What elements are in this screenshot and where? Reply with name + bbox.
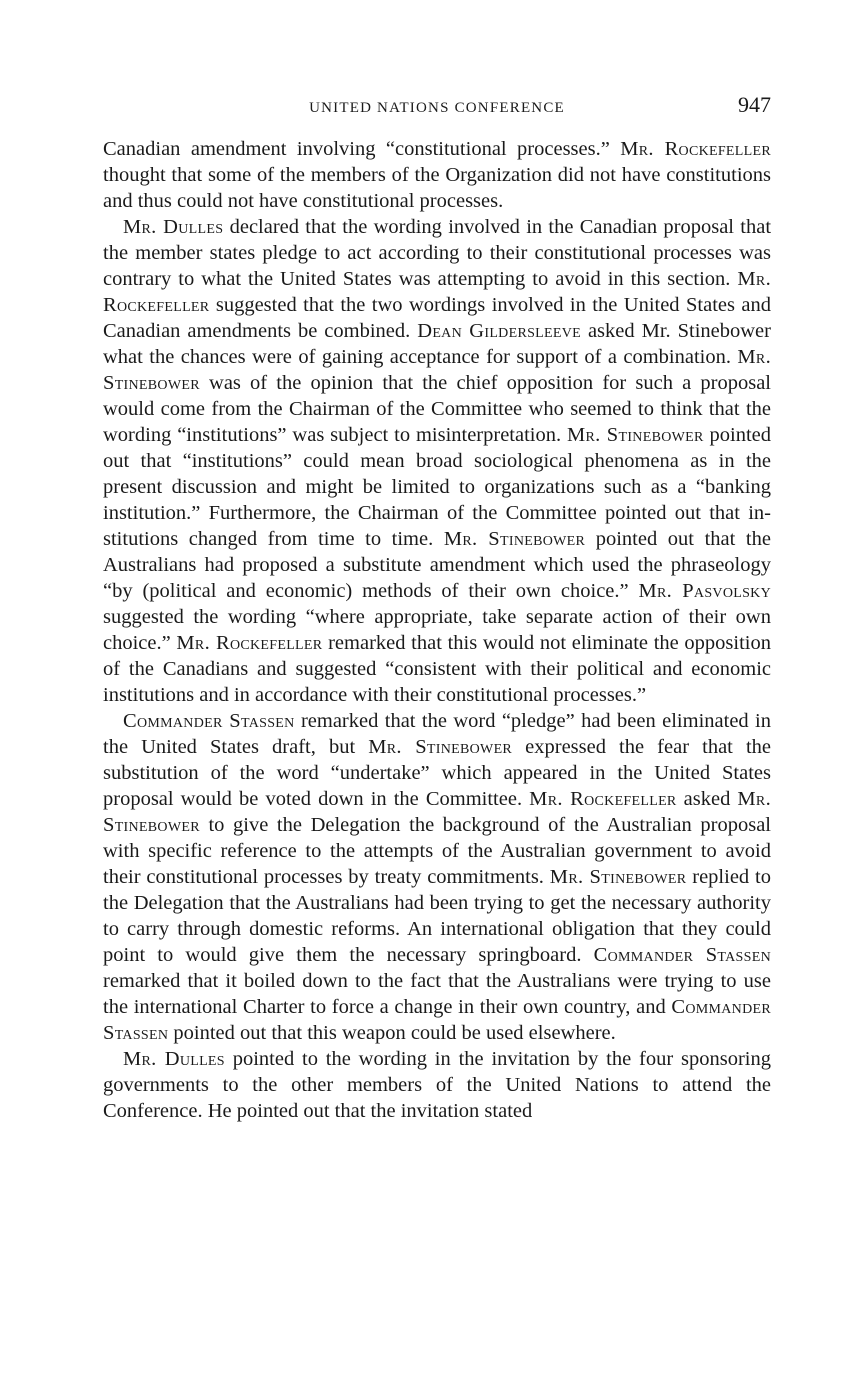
text-run: thought that some of the members of the Organization did not have constitutions and thus could not have constitutional processes. [103,164,771,212]
text-run: expressed the fear that the substitution of the word “undertake” which appeared in the United States proposal would be voted down in the Committee. [103,736,771,810]
document-page [103,92,771,1124]
text-run: replied to the Delegation that the Australians had been trying to get the necessary authority to carry through domestic reforms. An international obligation that they could point to would give them the necessary springboard. [103,866,771,966]
running-head [103,92,771,124]
speaker-name: Mr. Stinebower [443,528,586,550]
text-run: remarked that this would not eliminate the opposition of the Canadians and suggested “consistent with their political and economic institutions and in accordance with their constitutional processes.” [103,632,771,706]
text-run: pointed out that this weapon could be used elsewhere. [168,1022,616,1044]
text-run: pointed out that the Australians had proposed a substitute amendment which used the phraseology “by (political and economic) methods of their own choice.” [103,528,771,602]
paragraph [103,214,771,708]
speaker-name: Commander Stassen [103,996,771,1044]
text-run: asked [676,788,738,810]
paragraph [103,1046,771,1124]
speaker-name: Mr. Stinebower [368,736,513,758]
speaker-name: Dean Gildersleeve [417,320,581,342]
speaker-name: Mr. Rockefeller [620,138,771,160]
text-run: to give the Delegation the background of the Australian proposal with specific reference to the attempts of the Australian government to avoid their constitutional processes by treaty commitments. [103,814,771,888]
text-run: suggested the wording “where appropriate, take separate action of their own choice.” [103,606,771,654]
text-run: asked Mr. Stinebower what the chances were of gaining acceptance for support of a combination. [103,320,771,368]
speaker-name: Commander Stassen [123,710,295,732]
page-number: 947 [738,92,771,117]
text-run: remarked that the word “pledge” had been eliminated in the United States draft, but [103,710,771,758]
speaker-name: Mr. Rockefeller [103,268,771,316]
text-run: pointed out that “institutions” could mean broad sociological phenomena as in the present discussion and might be limited to organizations such as a “banking institution.” Furthermore, the Chairman of the Committee pointed out that institutions changed from time to time. [103,424,771,550]
body-text [103,136,771,1124]
speaker-name: Mr. Rockefeller [529,788,677,810]
text-run: suggested that the two wordings involved in the United States and Canadian amendments be combined. [103,294,771,342]
speaker-name: Mr. Dulles [123,1048,225,1070]
paragraph [103,708,771,1046]
speaker-name: Mr. Stinebower [549,866,687,888]
paragraph [103,136,771,214]
text-run: remarked that it boiled down to the fact that the Australians were trying to use the international Charter to force a change in their own country, and [103,970,771,1018]
text-run: pointed to the wording in the invitation by the four sponsoring governments to the other members of the United Nations to attend the Conference. He pointed out that the invitation stated [103,1048,771,1122]
text-run: Canadian amendment involving “constitutional processes.” [103,138,621,160]
running-title: UNITED NATIONS CONFERENCE [309,100,565,116]
speaker-name: Commander Stassen [593,944,771,966]
speaker-name: Mr. Stinebower [103,788,771,836]
text-run: declared that the wording involved in the Canadian proposal that the member states pledge to act according to their constitutional processes was contrary to what the United States was attempting to avoid in this section. [103,216,772,290]
speaker-name: Mr. Rockefeller [176,632,323,654]
text-run: was of the opinion that the chief opposition for such a proposal would come from the Chairman of the Committee who seemed to think that the wording “institutions” was subject to misinterpretation. [103,372,771,446]
speaker-name: Mr. Dulles [123,216,224,238]
speaker-name: Mr. Stinebower [567,424,704,446]
speaker-name: Mr. Stinebower [103,346,771,394]
speaker-name: Mr. Pasvolsky [638,580,771,602]
